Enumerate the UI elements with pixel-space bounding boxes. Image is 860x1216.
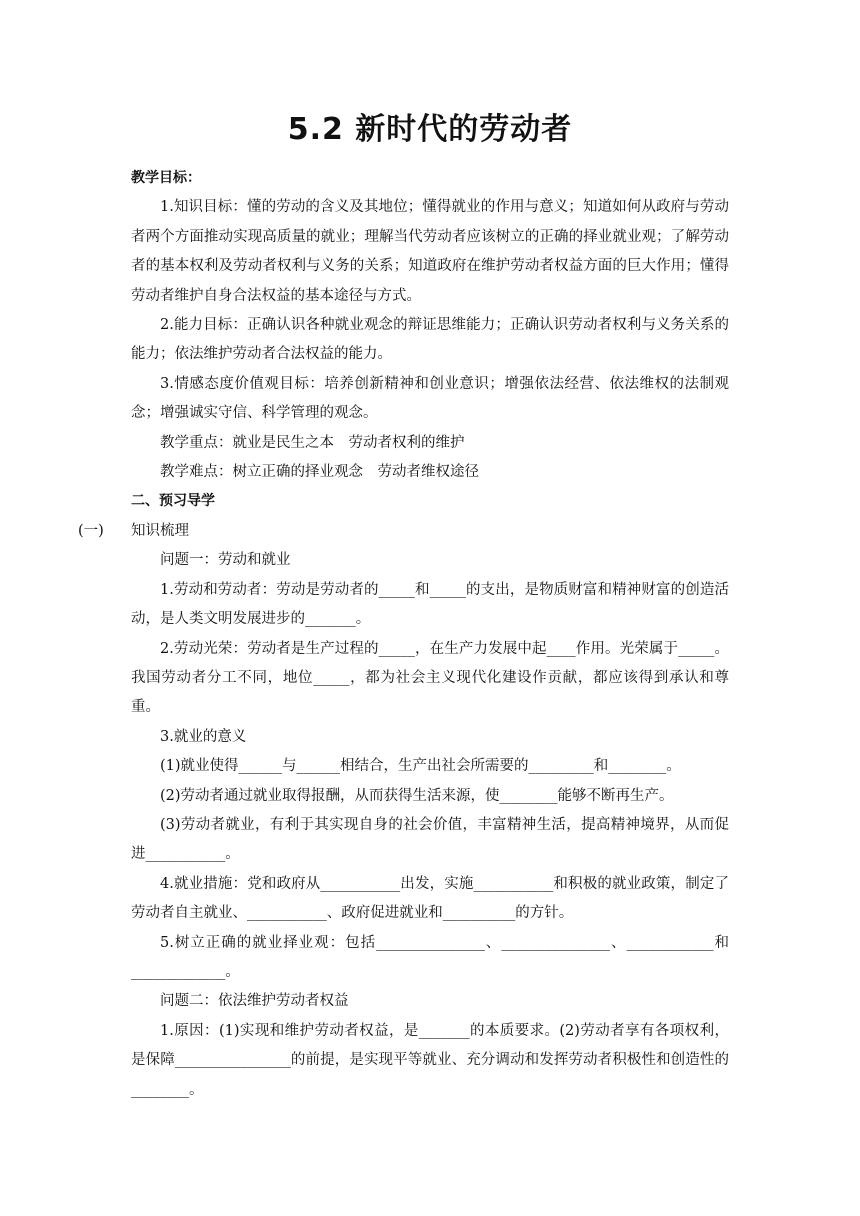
- difficult-points: 教学难点：树立正确的择业观念 劳动者维权途径: [160, 464, 479, 481]
- q2-item-reason: 1.原因：(1)实现和维护劳动者权益，是_______的本质要求。(2)劳动者享有各项权利，是保障________________的前提，是实现平等就业、充分调动和发挥劳动者积极性和创造性的________。: [131, 1022, 729, 1098]
- q1-item-employment-meaning: 3.就业的意义: [160, 728, 247, 745]
- question-2-heading: 问题二：依法维护劳动者权益: [160, 993, 349, 1010]
- objectives-heading: 教学目标：: [131, 170, 201, 186]
- key-points: 教学重点：就业是民生之本 劳动者权利的维护: [160, 434, 465, 451]
- q1-item-measures: 4.就业措施：党和政府从___________出发，实施___________和积极的就业政策，制定了劳动者自主就业、___________、政府促进就业和__________的方针。: [131, 875, 729, 922]
- q1-item-glory: 2.劳动光荣：劳动者是生产过程的_____，在生产力发展中起____作用。光荣属于_____。我国劳动者分工不同，地位_____，都为社会主义现代化建设作贡献，都应该得到承认和尊重。: [131, 640, 729, 716]
- objective-knowledge: 1.知识目标：懂的劳动的含义及其地位；懂得就业的作用与意义；知道如何从政府与劳动者两个方面推动实现高质量的就业；理解当代劳动者应该树立的正确的择业就业观；了解劳动者的基本权利及劳动者权利与义务的关系；知道政府在维护劳动者权益方面的巨大作用；懂得劳动者维护自身合法权益的基本途径与方式。: [131, 199, 729, 304]
- objective-emotion: 3.情感态度价值观目标：培养创新精神和创业意识；增强依法经营、依法维权的法制观念；增强诚实守信、科学管理的观念。: [131, 375, 729, 422]
- question-1-heading: 问题一：劳动和就业: [160, 552, 291, 569]
- q1-item-labor: 1.劳动和劳动者：劳动是劳动者的_____和_____的支出，是物质财富和精神财富的创造活动，是人类文明发展进步的_______。: [131, 581, 729, 628]
- page-title: 5.2 新时代的劳动者: [287, 112, 573, 147]
- q1-item-outlook: 5.树立正确的就业择业观：包括_______________、_______________、____________和_____________。: [131, 934, 729, 980]
- q1-item-meaning-1: (1)就业使得______与______相结合，生产出社会所需要的_________和________。: [160, 758, 681, 775]
- q1-item-meaning-3: (3)劳动者就业，有利于其实现自身的社会价值，丰富精神生活，提高精神境界，从而促进___________。: [131, 816, 729, 863]
- subsection-marker: (一): [78, 522, 104, 539]
- section-heading-preview: 二、预习导学: [131, 493, 215, 510]
- document-body: [78, 164, 729, 1105]
- subsection-label: 知识梳理: [131, 522, 189, 539]
- subsection-heading: [78, 517, 729, 546]
- q1-item-meaning-2: (2)劳动者通过就业取得报酬，从而获得生活来源，使________能够不断再生产。: [160, 787, 674, 804]
- objective-ability: 2.能力目标：正确认识各种就业观念的辩证思维能力；正确认识劳动者权利与义务关系的能力；依法维护劳动者合法权益的能力。: [131, 317, 729, 363]
